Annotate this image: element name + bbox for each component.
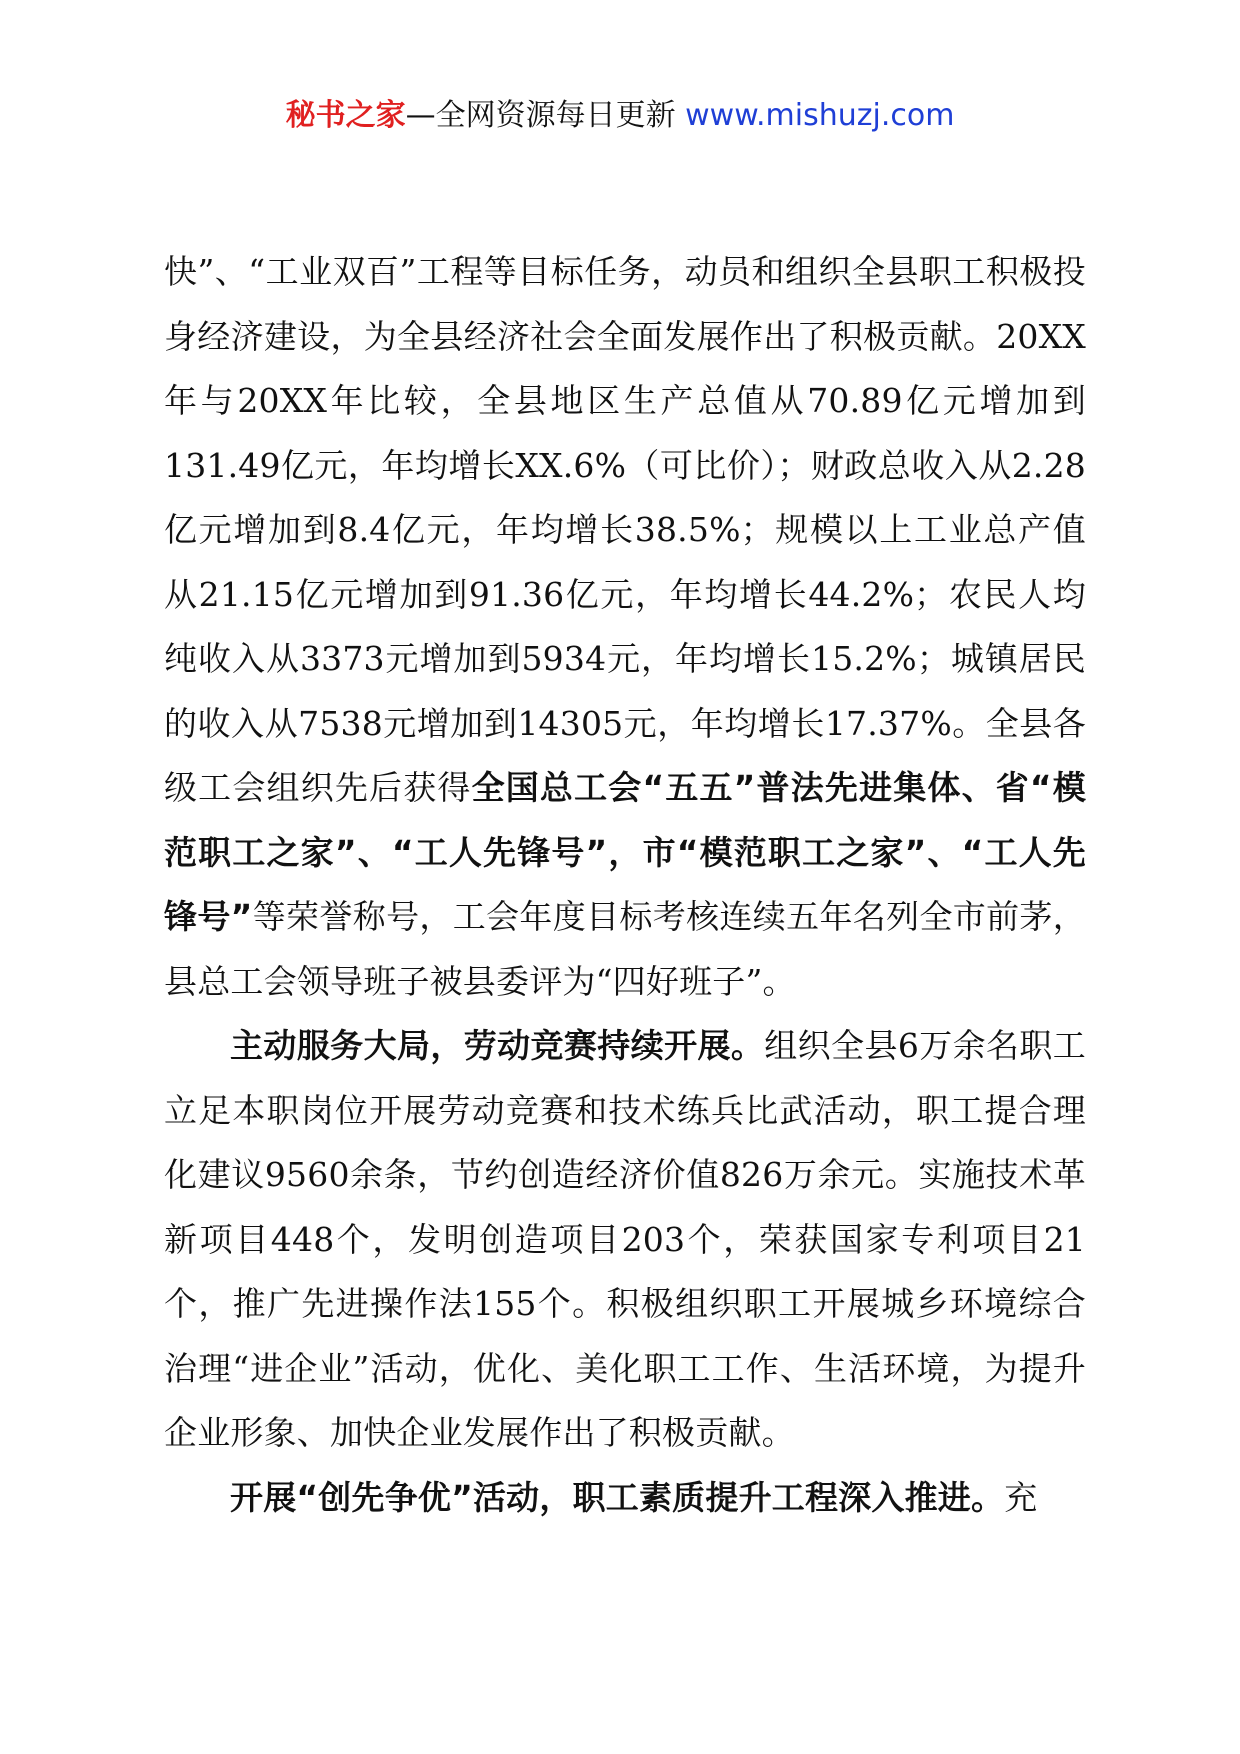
paragraph-text: 充 bbox=[1004, 1477, 1038, 1517]
paragraph-quality-improvement bbox=[164, 1466, 1086, 1531]
document-body bbox=[164, 240, 1086, 1530]
site-brand: 秘书之家 bbox=[285, 98, 406, 133]
site-tagline: —全网资源每日更新 bbox=[405, 98, 686, 133]
paragraph-heading: 开展“创先争优”活动，职工素质提升工程深入推进。 bbox=[230, 1477, 1005, 1517]
paragraph-heading: 主动服务大局，劳动竞赛持续开展。 bbox=[230, 1026, 765, 1065]
paragraph-text: 组织全县6万余名职工立足本职岗位开展劳动竞赛和技术练兵比武活动，职工提合理化建议9560余条，节约创造经济价值826万余元。实施技术革新项目448个，发明创造项目203个，荣获国家专利项目21个，推广先进操作法155个。积极组织职工开展城乡环境综合治理“进企业”活动，优化、美化职工工作、生活环境，为提升企业形象、加快企业发展作出了积极贡献。 bbox=[164, 1026, 1087, 1452]
paragraph-text: 快”、“工业双百”工程等目标任务，动员和组织全县职工积极投身经济建设，为全县经济社会全面发展作出了积极贡献。20XX年与20XX年比较，全县地区生产总值从70.89亿元增加到131.49亿元，年均增长XX.6%（可比价）；财政总收入从2.28亿元增加到8.4亿元，年均增长38.5%；规模以上工业总产值从21.15亿元增加到91.36亿元，年均增长44.2%；农民人均纯收入从3373元增加到5934元，年均增长15.2%；城镇居民的收入从7538元增加到14305元，年均增长17.37%。全县各级工会组织先后获得 bbox=[164, 252, 1086, 807]
paragraph-labor-competition bbox=[164, 1014, 1086, 1466]
paragraph-achievements bbox=[164, 240, 1086, 1014]
paragraph-text: 等荣誉称号，工会年度目标考核连续五年名列全市前茅，县总工会领导班子被县委评为“四好班子”。 bbox=[164, 897, 1087, 1001]
page-header bbox=[0, 96, 1240, 136]
site-url[interactable]: www.mishuzj.com bbox=[685, 98, 955, 133]
honors-bold-text: 全国总工会“五五”普法先进集体、省“模范职工之家”、“工人先锋号”，市“模范职工之家”、“工人先锋号” bbox=[164, 768, 1086, 936]
